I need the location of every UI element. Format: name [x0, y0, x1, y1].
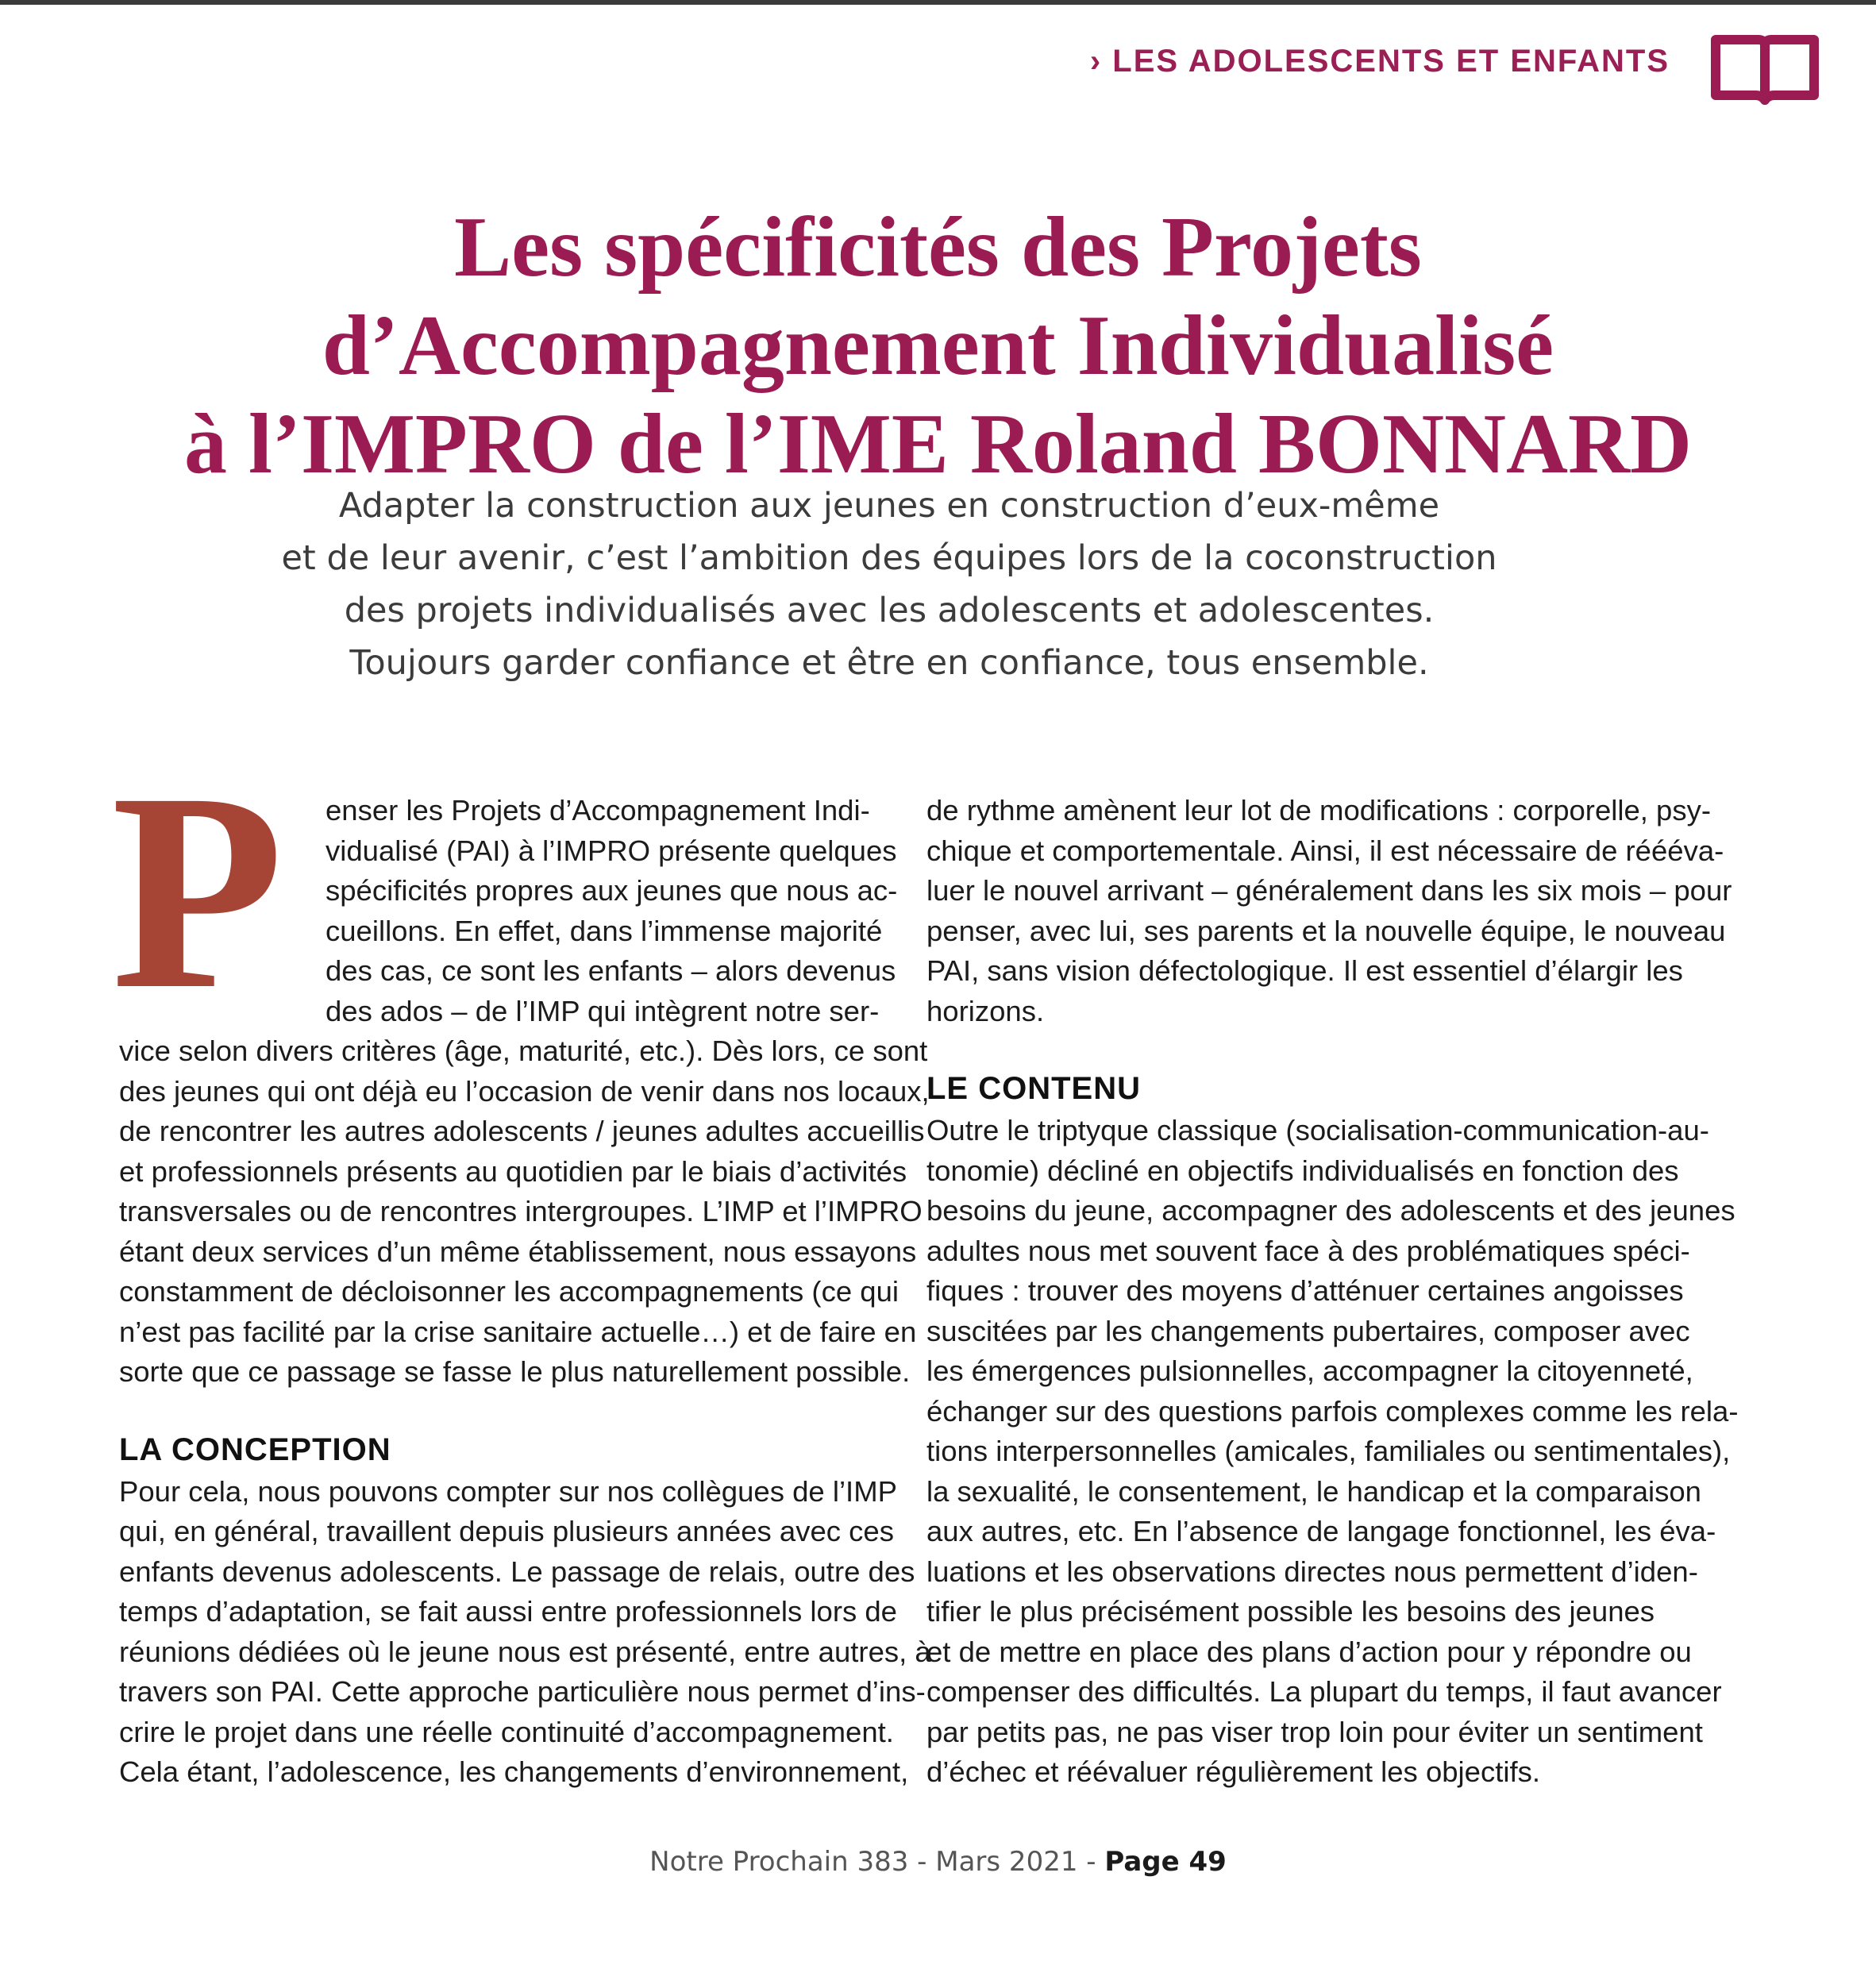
- intro-line: et de leur avenir, c’est l’ambition des équipes lors de la coconstruction: [281, 538, 1497, 578]
- body-line: les émergences pulsionnelles, accompagner la citoyenneté,: [926, 1354, 1693, 1387]
- body-line: des jeunes qui ont déjà eu l’occasion de venir dans nos locaux,: [119, 1074, 930, 1108]
- title-line: à l’IMPRO de l’IME Roland BONNARD: [183, 397, 1693, 491]
- body-line: tonomie) décliné en objectifs individualisés en fonction des: [926, 1154, 1679, 1187]
- body-line: PAI, sans vision défectologique. Il est essentiel d’élargir les: [926, 954, 1683, 987]
- body-line: fiques : trouver des moyens d’atténuer certaines angoisses: [926, 1274, 1684, 1307]
- subhead-contenu: LE CONTENU: [926, 1071, 1141, 1106]
- body-line: Cela étant, l’adolescence, les changements d’environnement,: [119, 1755, 909, 1788]
- drop-cap: P: [111, 735, 284, 1048]
- body-line: Pour cela, nous pouvons compter sur nos collègues de l’IMP: [119, 1474, 897, 1508]
- intro-paragraph: [238, 480, 1540, 689]
- body-line: spécificités propres aux jeunes que nous ac-: [326, 874, 898, 907]
- body-line: travers son PAI. Cette approche particulière nous permet d’ins-: [119, 1675, 926, 1708]
- body-line: et de mettre en place des plans d’action pour y répondre ou: [926, 1635, 1692, 1668]
- body-line: échanger sur des questions parfois complexes comme les rela-: [926, 1394, 1739, 1428]
- top-rule: [0, 0, 1876, 5]
- paragraph-gap: [926, 1031, 1673, 1066]
- footer-publication: Notre Prochain 383 - Mars 2021 -: [649, 1846, 1105, 1878]
- body-line: des cas, ce sont les enfants – alors devenus: [326, 954, 896, 987]
- page-title: [87, 198, 1789, 494]
- body-line: besoins du jeune, accompagner des adolescents et des jeunes: [926, 1194, 1735, 1227]
- body-line: tions interpersonnelles (amicales, familiales ou sentimentales),: [926, 1435, 1731, 1467]
- body-line: vice selon divers critères (âge, maturité, etc.). Dès lors, ce sont: [119, 1035, 928, 1067]
- body-line: par petits pas, ne pas viser trop loin pour éviter un sentiment: [926, 1715, 1703, 1748]
- body-line: penser, avec lui, ses parents et la nouvelle équipe, le nouveau: [926, 914, 1726, 947]
- body-line: temps d’adaptation, se fait aussi entre professionnels lors de: [119, 1595, 897, 1628]
- body-line: transversales ou de rencontres intergroupes. L’IMP et l’IMPRO: [119, 1195, 923, 1227]
- body-line: chique et comportementale. Ainsi, il est nécessaire de réééva-: [926, 834, 1724, 867]
- body-line: de rencontrer les autres adolescents / jeunes adultes accueillis: [119, 1115, 925, 1147]
- page-number: Page 49: [1104, 1846, 1227, 1878]
- paragraph-gap: [119, 1393, 865, 1428]
- title-line: d’Accompagnement Individualisé: [322, 299, 1554, 393]
- intro-line: Adapter la construction aux jeunes en construction d’eux-même: [338, 486, 1440, 526]
- book-icon: [1709, 32, 1820, 110]
- body-line: cueillons. En effet, dans l’immense majorité: [326, 914, 883, 947]
- body-line: luer le nouvel arrivant – généralement dans les six mois – pour: [926, 874, 1732, 907]
- body-line: aux autres, etc. En l’absence de langage fonctionnel, les éva-: [926, 1515, 1716, 1547]
- left-column: [119, 791, 931, 1793]
- body-line: crire le projet dans une réelle continuité d’accompagnement.: [119, 1715, 894, 1748]
- body-line: sorte que ce passage se fasse le plus naturellement possible.: [119, 1355, 911, 1388]
- page-footer: [0, 1846, 1876, 1878]
- body-line: et professionnels présents au quotidien par le biais d’activités: [119, 1154, 907, 1188]
- body-line: tifier le plus précisément possible les besoins des jeunes: [926, 1595, 1655, 1628]
- body-line: étant deux services d’un même établissement, nous essayons: [119, 1235, 917, 1268]
- title-line: Les spécificités des Projets: [454, 200, 1422, 295]
- body-line: compenser des difficultés. La plupart du temps, il faut avancer: [926, 1675, 1722, 1708]
- body-line: d’échec et réévaluer régulièrement les objectifs.: [926, 1755, 1540, 1788]
- body-line: enfants devenus adolescents. Le passage de relais, outre des: [119, 1555, 915, 1588]
- body-line: la sexualité, le consentement, le handicap et la comparaison: [926, 1474, 1701, 1508]
- intro-line: Toujours garder confiance et être en confiance, tous ensemble.: [349, 643, 1429, 683]
- body-line: de rythme amènent leur lot de modifications : corporelle, psy-: [926, 794, 1711, 827]
- body-line: luations et les observations directes nous permettent d’iden-: [926, 1555, 1698, 1588]
- intro-line: des projets individualisés avec les adolescents et adolescentes.: [344, 591, 1435, 630]
- body-line: vidualisé (PAI) à l’IMPRO présente quelques: [326, 834, 897, 867]
- body-line: adultes nous met souvent face à des problématiques spéci-: [926, 1234, 1690, 1267]
- body-line: n’est pas facilité par la crise sanitaire actuelle…) et de faire en: [119, 1315, 917, 1348]
- body-line: des ados – de l’IMP qui intègrent notre ser-: [326, 994, 880, 1027]
- body-line: horizons.: [926, 994, 1045, 1027]
- right-column: [926, 791, 1739, 1793]
- body-line: réunions dédiées où le jeune nous est présenté, entre autres, à: [119, 1635, 931, 1668]
- body-line: enser les Projets d’Accompagnement Indi-: [326, 794, 870, 827]
- body-line: constamment de décloisonner les accompagnements (ce qui: [119, 1275, 899, 1308]
- body-line: suscitées par les changements pubertaires, composer avec: [926, 1314, 1690, 1347]
- body-line: Outre le triptyque classique (socialisation-communication-au-: [926, 1114, 1709, 1146]
- body-line: qui, en général, travaillent depuis plusieurs années avec ces: [119, 1515, 894, 1547]
- subhead-conception: LA CONCEPTION: [119, 1431, 391, 1467]
- section-header: › LES ADOLESCENTS ET ENFANTS: [1089, 44, 1670, 79]
